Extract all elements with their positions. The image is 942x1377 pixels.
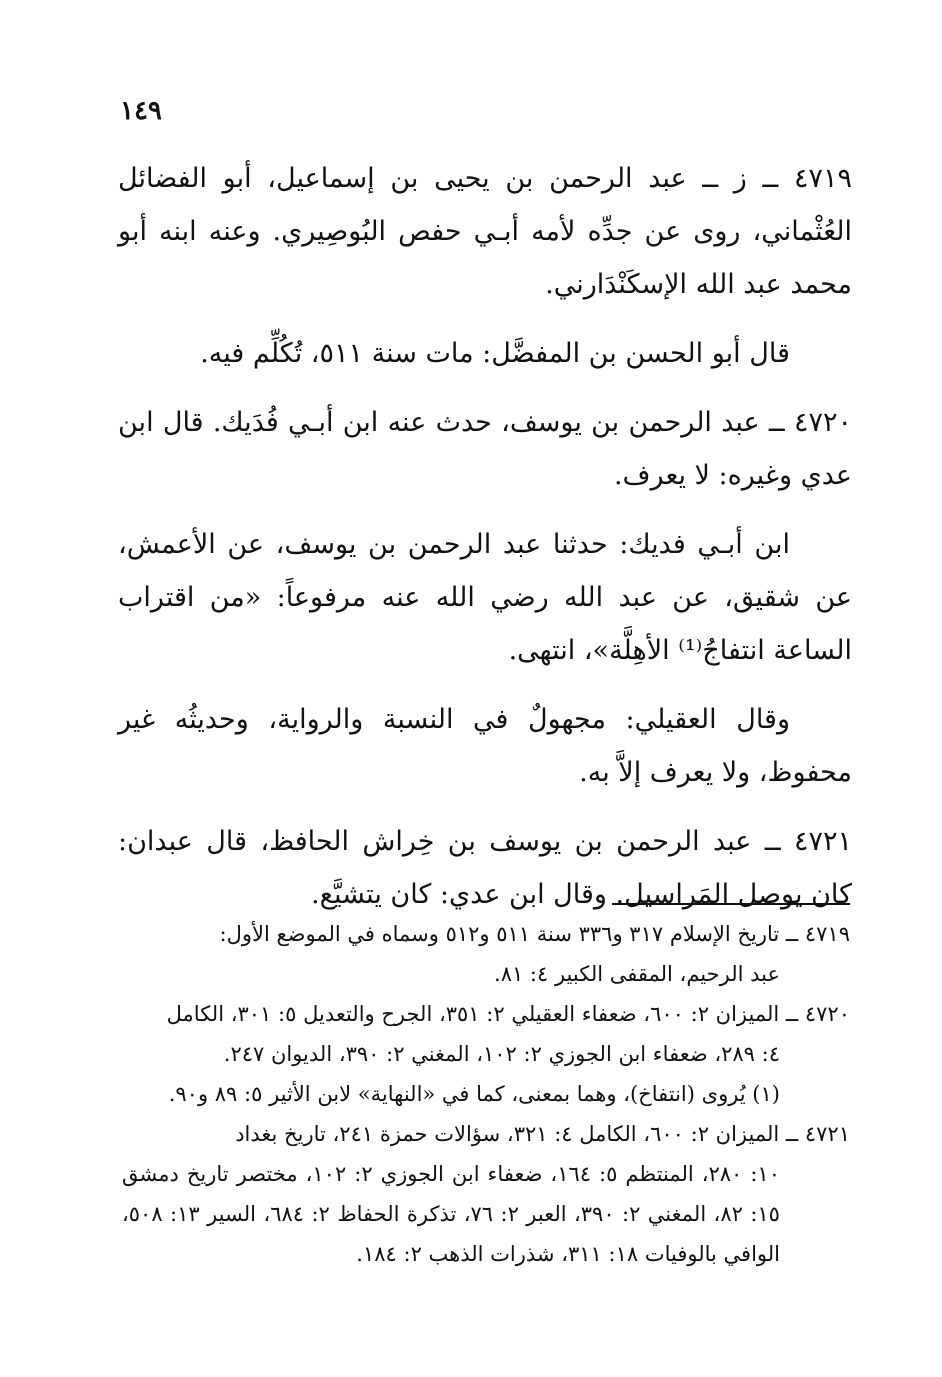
entry-4721: ٤٧٢١ ــ عبد الرحمن بن يوسف بن خِراش الحافظ، قال عبدان: كان يوصل المَراسيل. وقال ابن عدي: كان يتشيَّع. [118, 826, 852, 910]
entry-4720-aqili: وقال العقيلي: مجهولٌ في النسبة والرواية، وحديثُه غير محفوظ، ولا يعرف إلاَّ به. [118, 704, 852, 788]
footnote-4719 [122, 914, 850, 994]
footnote-1: (١) يُروى (انتفاخ)، وهما بمعنى، كما في «النهاية» لابن الأثير ٥: ٨٩ و٩٠. [168, 1082, 780, 1106]
footnote-4721-cont: ١٠: ٢٨٠، المنتظم ٥: ١٦٤، ضعفاء ابن الجوزي ٢: ١٠٢، مختصر تاريخ دمشق ١٥: ٨٢، المغني ٢: ٣٩٠، العبر ٢: ٧٦، تذكرة الحفاظ ٢: ٦٨٤، السير ١٣: ٥٠٨، الوافي بالوفيات ١٨: ٣١١، شذرات الذهب ٢: ١٨٤. [122, 1162, 780, 1266]
entry-4719: ٤٧١٩ ــ ز ــ عبد الرحمن بن يحيى بن إسماعيل، أبو الفضائل العُثْماني، روى عن جدِّه لأمه أبـي حفص البُوصِيري. وعنه ابنه أبو محمد عبد الله الإسكَنْدَارني. [118, 163, 852, 300]
entry-4720: ٤٧٢٠ ــ عبد الرحمن بن يوسف، حدث عنه ابن أبـي فُدَيك. قال ابن عدي وغيره: لا يعرف. [118, 407, 852, 491]
footnote-4721 [122, 1114, 850, 1274]
footnote-4720-cont: ٤: ٢٨٩، ضعفاء ابن الجوزي ٢: ١٠٢، المغني ٢: ٣٩٠، الديوان ٢٤٧. [223, 1042, 780, 1066]
entry-4719-note: قال أبو الحسن بن المفضَّل: مات سنة ٥١١، تُكُلِّم فيه. [200, 338, 790, 369]
main-text [118, 152, 852, 937]
entry-4720-hadith: ابن أبـي فديك: حدثنا عبد الرحمن بن يوسف، عن الأعمش، عن شقيق، عن عبد الله رضي الله عنه مرفوعاً: «من اقتراب الساعة انتفاجُ⁽¹⁾ الأهِلَّة»، انتهى. [118, 529, 852, 666]
footnote-divider [612, 903, 850, 905]
footnote-4719-cont: عبد الرحيم، المقفى الكبير ٤: ٨١. [494, 962, 780, 986]
footnotes [122, 914, 850, 1274]
footnote-4721-line1: ٤٧٢١ ــ الميزان ٢: ٦٠٠، الكامل ٤: ٣٢١، سؤالات حمزة ٢٤١، تاريخ بغداد [235, 1122, 850, 1146]
page-number: ١٤٩ [120, 96, 162, 126]
footnote-4720 [122, 994, 850, 1074]
footnote-4719-line1: ٤٧١٩ ــ تاريخ الإسلام ٣١٧ و٣٣٦ سنة ٥١١ و٥١٢ وسماه في الموضع الأول: [219, 922, 850, 946]
footnote-4720-line1: ٤٧٢٠ ــ الميزان ٢: ٦٠٠، ضعفاء العقيلي ٢: ٣٥١، الجرح والتعديل ٥: ٣٠١، الكامل [166, 1002, 850, 1026]
